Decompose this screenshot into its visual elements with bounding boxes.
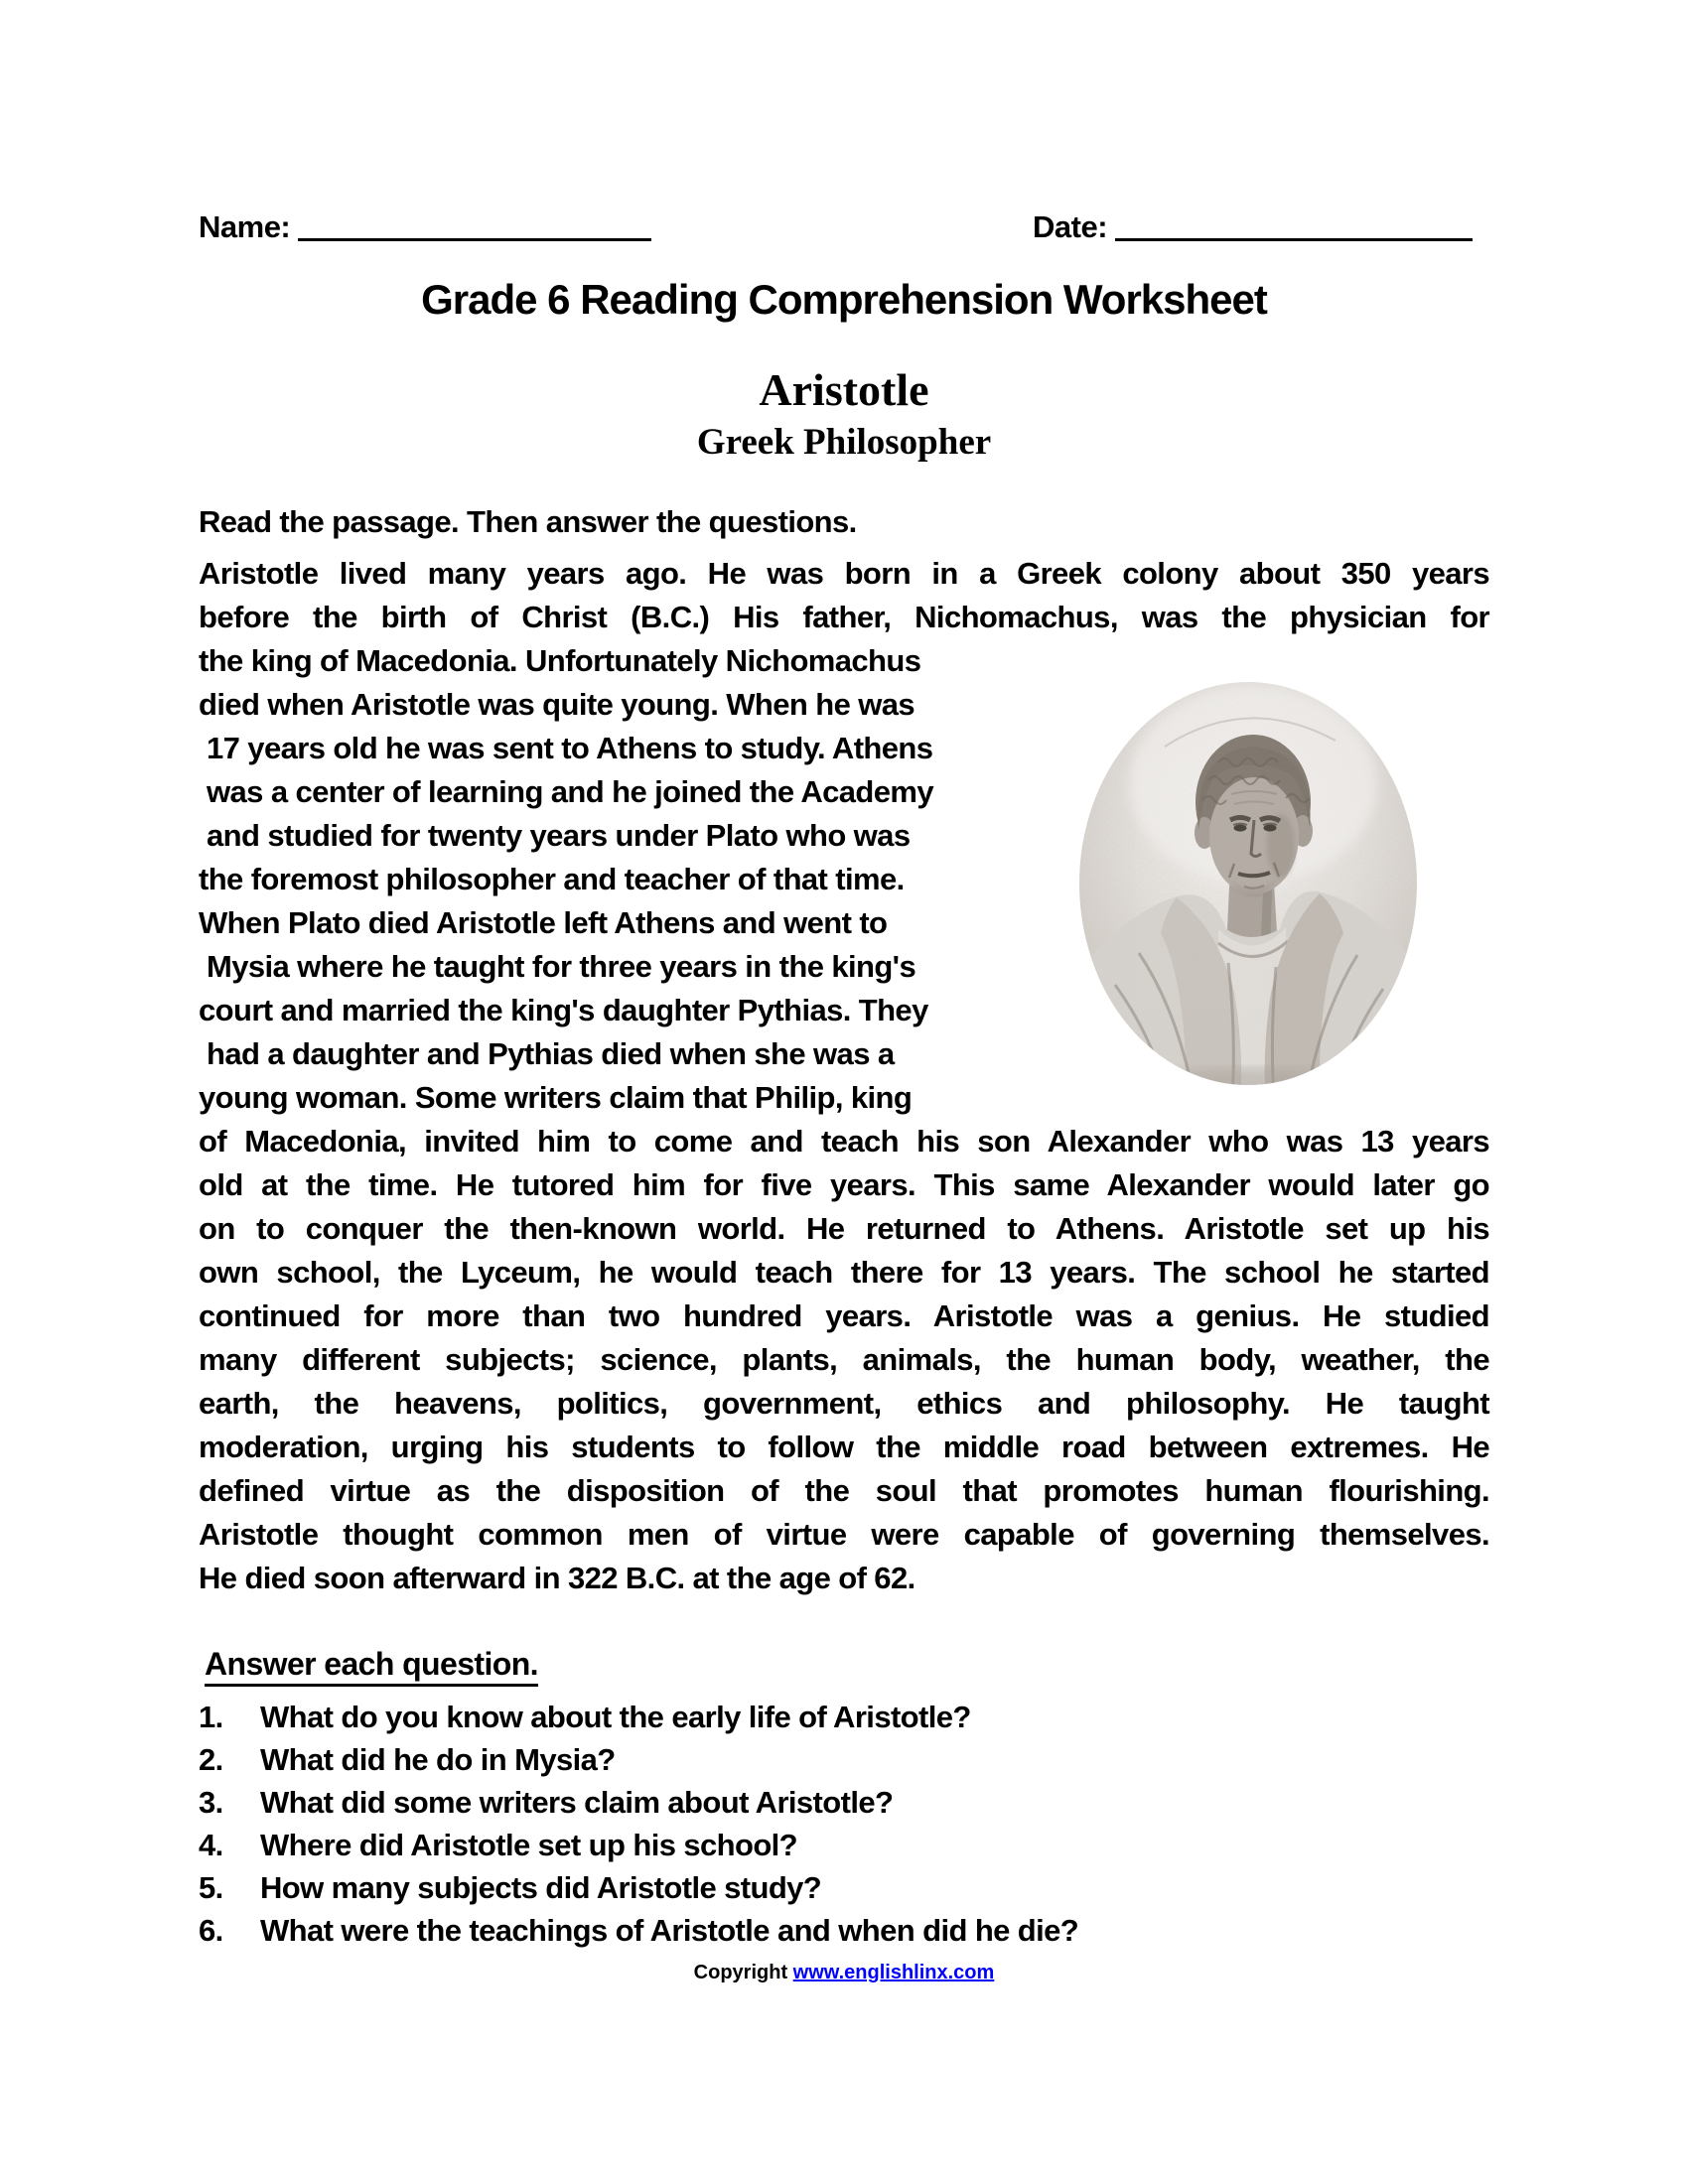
question-number: 4. (199, 1828, 223, 1862)
passage-line: many different subjects; science, plants, animals, the human body, weather, the (199, 1342, 1489, 1377)
passage-line: He died soon afterward in 322 B.C. at the age of 62. (199, 1561, 915, 1595)
passage-instruction: Read the passage. Then answer the questions. (199, 504, 857, 539)
question-number: 5. (199, 1870, 223, 1905)
questions-header: Answer each question. (205, 1646, 538, 1687)
question-text: What did some writers claim about Aristotle? (260, 1785, 894, 1820)
passage-line: Aristotle lived many years ago. He was born in a Greek colony about 350 years (199, 556, 1489, 591)
question-text: How many subjects did Aristotle study? (260, 1870, 822, 1905)
question-number: 1. (199, 1700, 223, 1734)
question-item (199, 1738, 1489, 1781)
aristotle-engraving-image (1069, 635, 1427, 1102)
question-item (199, 1696, 1489, 1738)
passage-title: Aristotle (759, 364, 929, 415)
question-item (199, 1781, 1489, 1824)
passage-line: on to conquer the then-known world. He returned to Athens. Aristotle set up his (199, 1211, 1489, 1246)
passage-line: before the birth of Christ (B.C.) His father, Nichomachus, was the physician for (199, 600, 1489, 634)
passage-line: When Plato died Aristotle left Athens and went to (199, 905, 888, 940)
footer (0, 1962, 1688, 1984)
question-text: What did he do in Mysia? (260, 1742, 616, 1777)
passage-line: died when Aristotle was quite young. When he was (199, 687, 915, 722)
passage-line: was a center of learning and he joined the Academy (199, 774, 934, 809)
passage-line: 17 years old he was sent to Athens to study. Athens (199, 731, 933, 765)
passage-line: defined virtue as the disposition of the soul that promotes human flourishing. (199, 1473, 1489, 1508)
passage-line: continued for more than two hundred years. Aristotle was a genius. He studied (199, 1298, 1489, 1333)
question-number: 3. (199, 1785, 223, 1820)
name-field (199, 205, 651, 245)
question-number: 6. (199, 1913, 223, 1948)
copyright-link[interactable]: www.englishlinx.com (792, 1962, 995, 1983)
date-field (1033, 205, 1473, 245)
passage-line: of Macedonia, invited him to come and teach his son Alexander who was 13 years (199, 1124, 1489, 1159)
passage-line: moderation, urging his students to follow the middle road between extremes. He (199, 1430, 1489, 1464)
passage-line: young woman. Some writers claim that Philip, king (199, 1080, 913, 1115)
date-blank-line (1115, 208, 1473, 241)
question-item (199, 1866, 1489, 1909)
copyright-label: Copyright (693, 1962, 788, 1983)
passage-line: own school, the Lyceum, he would teach there for 13 years. The school he started (199, 1255, 1489, 1290)
question-text: What do you know about the early life of Aristotle? (260, 1700, 971, 1734)
passage-line: Aristotle thought common men of virtue were capable of governing themselves. (199, 1517, 1489, 1552)
date-label: Date: (1033, 209, 1108, 244)
passage-line: Mysia where he taught for three years in the king's (199, 949, 916, 984)
question-text: What were the teachings of Aristotle and when did he die? (260, 1913, 1079, 1948)
passage-line: the king of Macedonia. Unfortunately Nichomachus (199, 643, 921, 678)
question-item (199, 1824, 1489, 1866)
aristotle-portrait (1069, 635, 1427, 1102)
passage-line: court and married the king's daughter Pythias. They (199, 993, 928, 1027)
passage-line: and studied for twenty years under Plato who was (199, 818, 911, 853)
question-text: Where did Aristotle set up his school? (260, 1828, 797, 1862)
passage-line: the foremost philosopher and teacher of that time. (199, 862, 905, 896)
passage-line: old at the time. He tutored him for five years. This same Alexander would later go (199, 1167, 1489, 1202)
passage-subtitle: Greek Philosopher (696, 422, 992, 463)
name-label: Name: (199, 209, 291, 244)
questions-list (199, 1696, 1489, 1952)
passage-line: had a daughter and Pythias died when she was a (199, 1036, 895, 1071)
question-item (199, 1909, 1489, 1952)
passage-line: earth, the heavens, politics, government, ethics and philosophy. He taught (199, 1386, 1489, 1421)
question-number: 2. (199, 1742, 223, 1777)
name-blank-line (298, 208, 651, 241)
page-title: Grade 6 Reading Comprehension Worksheet (421, 276, 1267, 323)
